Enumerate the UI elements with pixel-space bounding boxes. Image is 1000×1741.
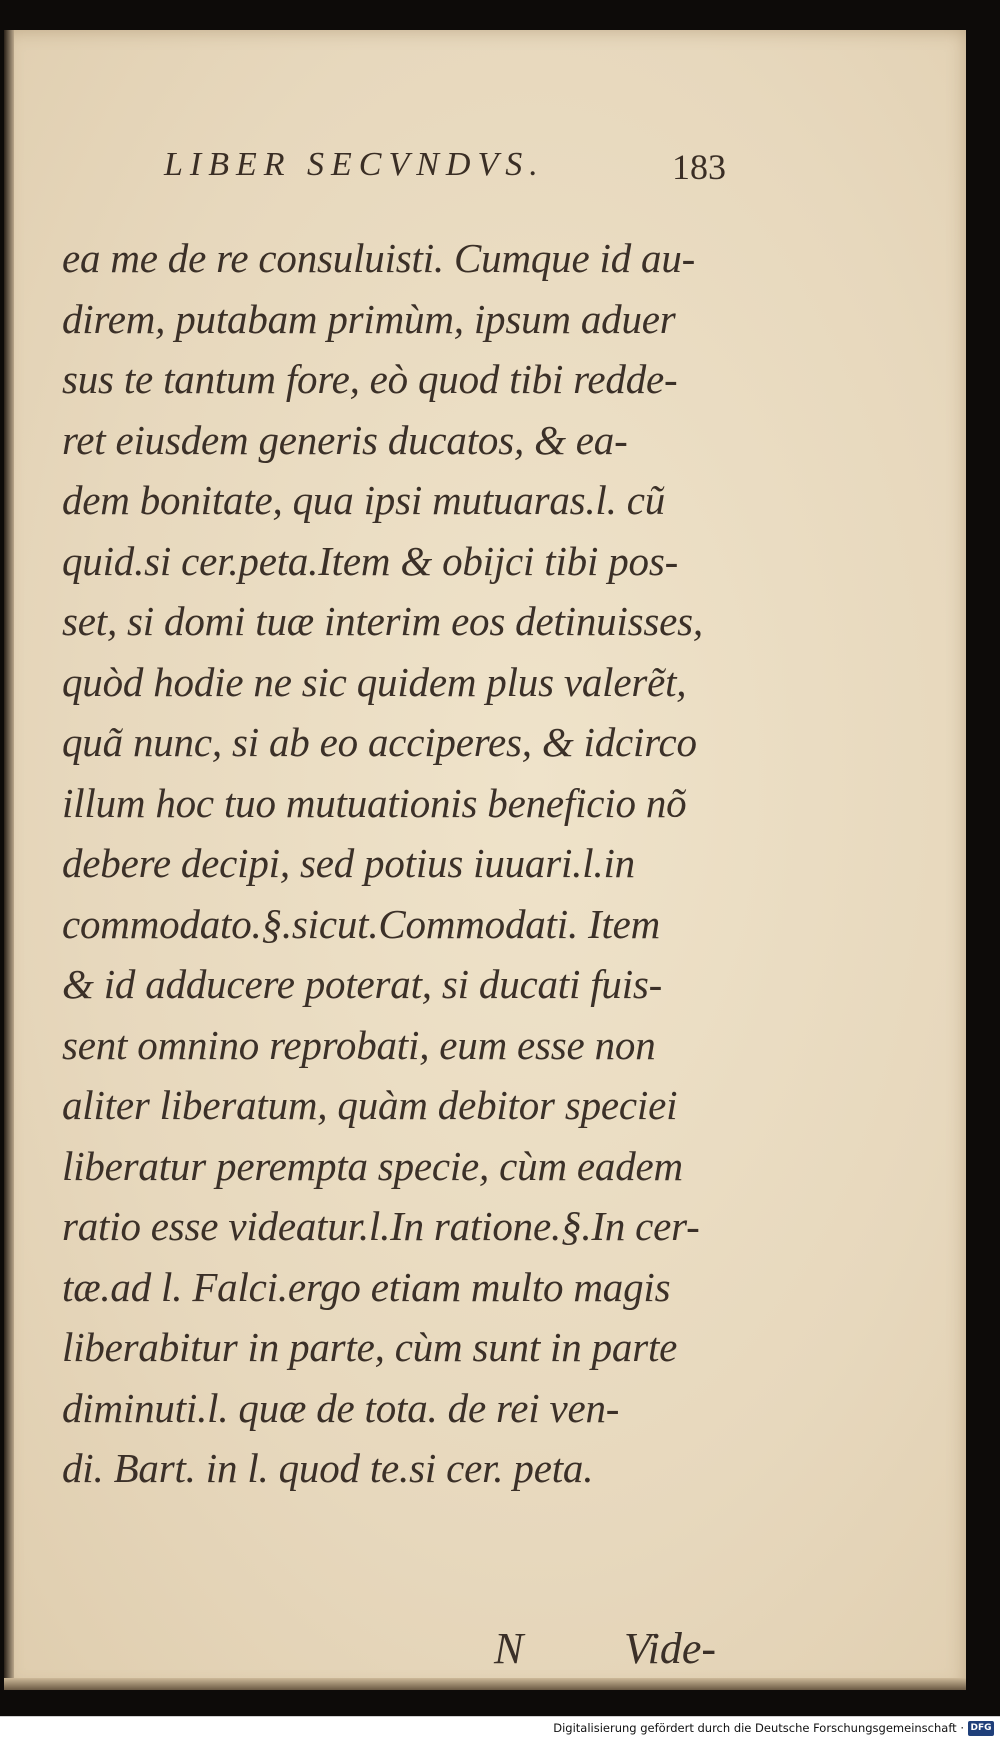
text-line: quã nunc, si ab eo acciperes, & idcirco	[62, 719, 697, 765]
text-line: sent omnino reprobati, eum esse non	[62, 1021, 656, 1068]
page-gutter-edge	[4, 30, 14, 1690]
text-line: set, si domi tuæ interim eos detinuisses,	[62, 598, 703, 644]
catchword: Vide-	[624, 1624, 717, 1673]
page-bottom-edge	[4, 1678, 966, 1690]
text-line: di. Bart. in l. quod te.si cer. peta.	[62, 1445, 594, 1491]
text-line: illum hoc tuo mutuationis beneficio nõ	[62, 779, 687, 826]
text-line: ret eiusdem generis ducatos, & ea-	[62, 416, 628, 463]
text-line: tæ.ad l. Falci.ergo etiam multo magis	[62, 1263, 671, 1310]
running-head: LIBER SECVNDVS.	[164, 146, 545, 183]
text-line: debere decipi, sed potius iuuari.l.in	[62, 840, 635, 886]
signature-mark: N	[494, 1624, 524, 1673]
text-line: commodato.§.sicut.Commodati. Item	[62, 900, 661, 947]
text-line: liberatur perempta specie, cùm eadem	[62, 1142, 683, 1189]
text-line: diminuti.l. quæ de tota. de rei ven-	[62, 1384, 620, 1431]
digitization-footer	[0, 1716, 1000, 1741]
text-line: & id adducere poterat, si ducati fuis-	[62, 961, 663, 1007]
text-line: ea me de re consuluisti. Cumque id au-	[62, 235, 696, 281]
page-header	[164, 146, 764, 196]
page-number: 183	[672, 147, 726, 187]
text-line: liberabitur in parte, cùm sunt in parte	[62, 1324, 678, 1370]
text-line: direm, putabam primùm, ipsum aduer	[62, 295, 676, 342]
text-line: dem bonitate, qua ipsi mutuaras.l. cũ	[62, 477, 666, 523]
text-line: quid.si cer.peta.Item & obijci tibi pos-	[62, 537, 679, 584]
text-line: aliter liberatum, quàm debitor speciei	[62, 1082, 678, 1128]
text-line: quòd hodie ne sic quidem plus valerẽt,	[62, 658, 687, 705]
text-line: ratio esse videatur.l.In ratione.§.In cer-	[62, 1203, 700, 1249]
book-page	[4, 30, 966, 1690]
text-line: sus te tantum fore, eò quod tibi redde-	[62, 356, 678, 402]
dfg-logo-icon: DFG	[968, 1721, 994, 1736]
funding-credit: Digitalisierung gefördert durch die Deutsche Forschungsgemeinschaft ·	[553, 1721, 964, 1735]
signature-line	[62, 1623, 742, 1683]
body-text	[62, 228, 742, 1673]
